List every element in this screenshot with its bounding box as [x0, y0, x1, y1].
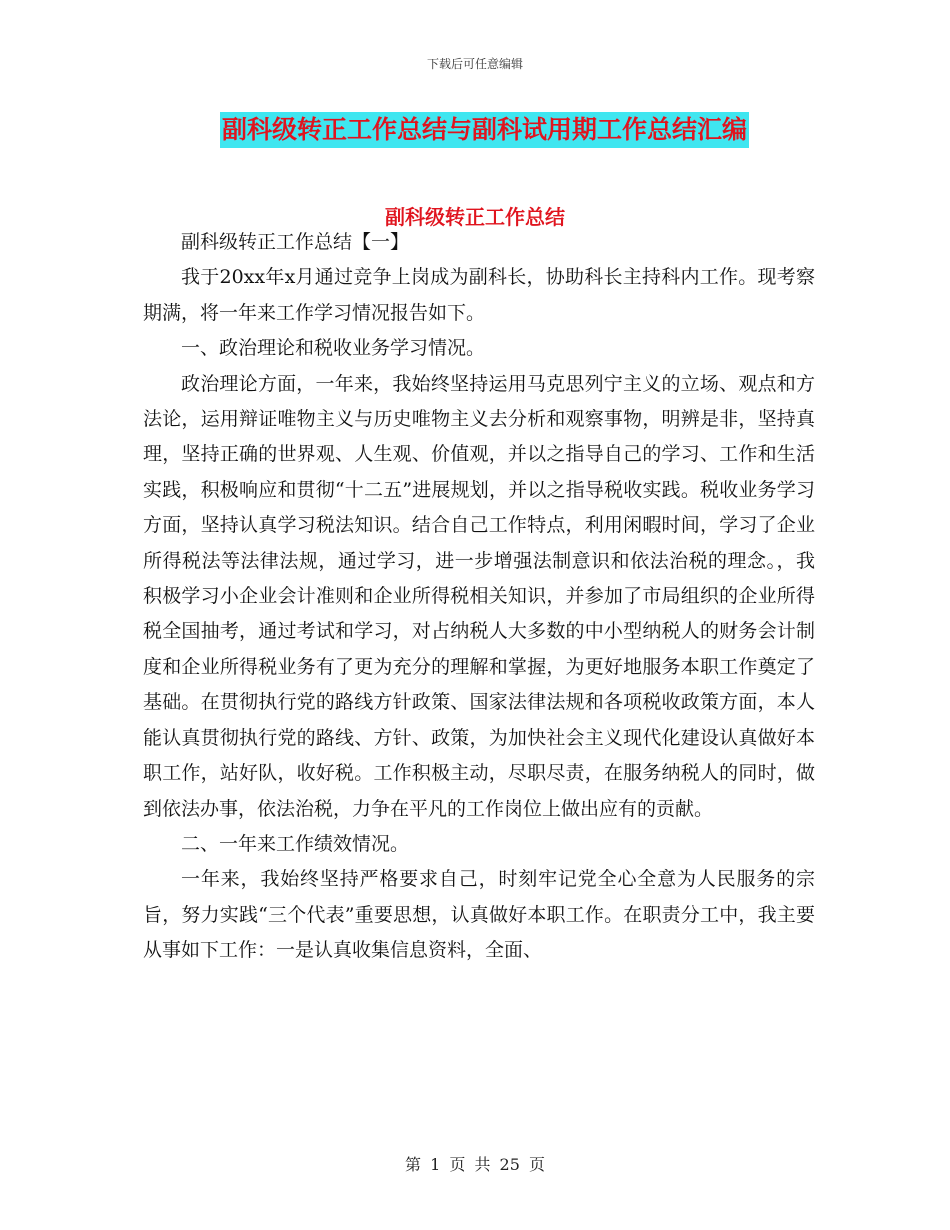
paragraph: 一年来，我始终坚持严格要求自己，时刻牢记党全心全意为人民服务的宗旨，努力实践“三个代表”重要思想，认真做好本职工作。在职责分工中，我主要从事如下工作：一是认真收集信息资料，全面、	[143, 868, 815, 962]
paragraph-heading: 副科级转正工作总结【一】	[181, 231, 410, 253]
document-title: 副科级转正工作总结与副科试用期工作总结汇编	[220, 112, 749, 148]
paragraph-heading: 二、一年来工作绩效情况。	[181, 832, 410, 855]
paragraph-heading: 一、政治理论和税收业务学习情况。	[181, 337, 486, 360]
header-note: 下载后可任意编辑	[426, 57, 523, 71]
page-footer: 第 1 页 共 25 页	[405, 1155, 545, 1174]
paragraph: 我于20xx年x月通过竞争上岗成为副科长，协助科长主持科内工作。现考察期满，将一年来工作学习情况报告如下。	[143, 266, 815, 324]
section-title: 副科级转正工作总结	[385, 205, 565, 229]
document-body	[143, 225, 815, 969]
paragraph: 政治理论方面，一年来，我始终坚持运用马克思列宁主义的立场、观点和方法论，运用辩证唯物主义与历史唯物主义去分析和观察事物，明辨是非，坚持真理，坚持正确的世界观、人生观、价值观，并以之指导自己的学习、工作和生活实践，积极响应和贯彻“十二五”进展规划，并以之指导税收实践。税收业务学习方面，坚持认真学习税法知识。结合自己工作特点，利用闲暇时间，学习了企业所得税法等法律法规，通过学习，进一步增强法制意识和依法治税的理念。，我积极学习小企业会计准则和企业所得税相关知识，并参加了市局组织的企业所得税全国抽考，通过考试和学习，对占纳税人大多数的中小型纳税人的财务会计制度和企业所得税业务有了更为充分的理解和掌握，为更好地服务本职工作奠定了基础。在贯彻执行党的路线方针政策、国家法律法规和各项税收政策方面，本人能认真贯彻执行党的路线、方针、政策，为加快社会主义现代化建设认真做好本职工作，站好队，收好税。工作积极主动，尽职尽责，在服务纳税人的同时，做到依法办事，依法治税，力争在平凡的工作岗位上做出应有的贡献。	[143, 372, 815, 820]
